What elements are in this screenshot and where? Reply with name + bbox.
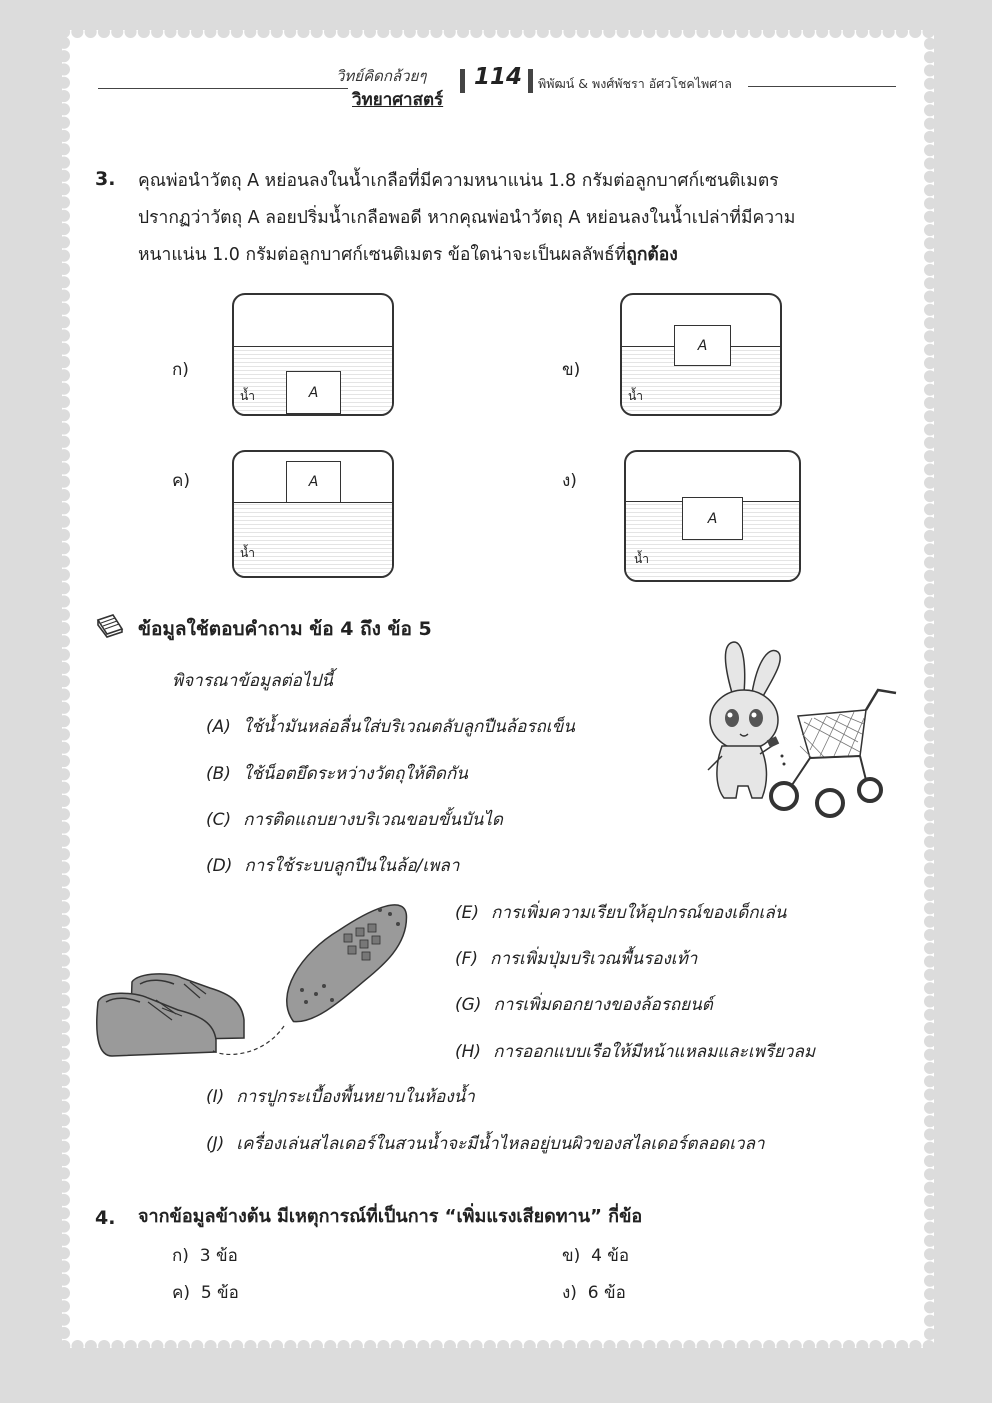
water-label: น้ำ (634, 552, 649, 566)
info-item-c: (C) การติดแถบยางบริเวณขอบขั้นบันได (206, 810, 503, 830)
info-item-g: (G) การเพิ่มดอกยางของล้อรถยนต์ (455, 995, 713, 1015)
q3-option-c-label[interactable]: ค) (172, 471, 191, 491)
header-authors: พิพัฒน์ & พงศ์พัชรา อัศวโชคไพศาล (538, 76, 732, 91)
info-item-d: (D) การใช้ระบบลูกปืนในล้อ/เพลา (206, 856, 460, 876)
info-item-j: (J) เครื่องเล่นสไลเดอร์ในสวนน้ำจะมีน้ำไหลอยู่บนผิวของสไลเดอร์ตลอดเวลา (206, 1134, 765, 1154)
object-a: A (674, 325, 731, 366)
q3-option-d-label[interactable]: ง) (562, 471, 577, 491)
section-title: ข้อมูลใช้ตอบคำถาม ข้อ 4 ถึง ข้อ 5 (138, 618, 432, 640)
q4-option-d[interactable]: ง) 6 ข้อ (562, 1283, 626, 1303)
section-intro: พิจารณาข้อมูลต่อไปนี้ (172, 671, 333, 691)
question-3-line-1: คุณพ่อนำวัตถุ A หย่อนลงในน้ำเกลือที่มีความหนาแน่น 1.8 กรัมต่อลูกบาศก์เซนติเมตร (138, 171, 779, 191)
q4-option-a[interactable]: ก) 3 ข้อ (172, 1246, 238, 1266)
q3-option-b-label[interactable]: ข) (562, 360, 581, 380)
q3-option-a-tank (232, 293, 394, 416)
info-item-a: (A) ใช้น้ำมันหล่อลื่นใส่บริเวณตลับลูกปืนล้อรถเข็น (206, 717, 575, 737)
question-4-number: 4. (95, 1207, 116, 1229)
q4-option-c[interactable]: ค) 5 ข้อ (172, 1283, 239, 1303)
object-a: A (682, 497, 743, 540)
q4-option-b[interactable]: ข) 4 ข้อ (562, 1246, 630, 1266)
header-bar-left (460, 69, 465, 93)
info-item-b: (B) ใช้น็อตยึดระหว่างวัตถุให้ติดกัน (206, 764, 468, 784)
header-page-number: 114 (474, 64, 523, 90)
shoes-illustration (92, 890, 417, 1065)
water-label: น้ำ (240, 389, 255, 403)
question-3-number: 3. (95, 168, 116, 190)
info-item-h: (H) การออกแบบเรือให้มีหน้าแหลมและเพรียวลม (455, 1042, 816, 1062)
object-a: A (286, 461, 341, 503)
q3-option-c-tank (232, 450, 394, 578)
question-3-line-2: ปรากฏว่าวัตถุ A ลอยปริ่มน้ำเกลือพอดี หากคุณพ่อนำวัตถุ A หย่อนลงในน้ำเปล่าที่มีความ (138, 208, 796, 228)
rabbit-stroller-illustration (700, 638, 900, 823)
header-rule-right (748, 86, 896, 87)
q3-option-b-tank (620, 293, 782, 416)
q3-option-d-tank (624, 450, 801, 582)
question-4-text: จากข้อมูลข้างต้น มีเหตุการณ์ที่เป็นการ “เพิ่มแรงเสียดทาน” กี่ข้อ (138, 1206, 643, 1227)
header-rule-left (98, 88, 348, 89)
question-3-line-3: หนาแน่น 1.0 กรัมต่อลูกบาศก์เซนติเมตร ข้อใดน่าจะเป็นผลลัพธ์ที่ถูกต้อง (138, 245, 678, 265)
header-series-title: วิทย์คิดกล้วยๆ (336, 67, 427, 85)
object-a: A (286, 371, 341, 414)
notebook-icon (95, 612, 125, 638)
water-label: น้ำ (240, 546, 255, 560)
question-3-emphasis: ถูกต้อง (626, 245, 678, 265)
header-bar-right (528, 69, 533, 93)
water (234, 502, 392, 576)
water-label: น้ำ (628, 389, 643, 403)
question-3-text (138, 163, 898, 274)
q3-option-a-label[interactable]: ก) (172, 360, 189, 380)
info-item-f: (F) การเพิ่มปุ่มบริเวณพื้นรองเท้า (455, 949, 698, 969)
header-subject: วิทยาศาสตร์ (352, 90, 444, 110)
info-item-i: (I) การปูกระเบื้องพื้นหยาบในห้องน้ำ (206, 1087, 475, 1107)
info-item-e: (E) การเพิ่มความเรียบให้อุปกรณ์ของเด็กเล่น (455, 903, 787, 923)
